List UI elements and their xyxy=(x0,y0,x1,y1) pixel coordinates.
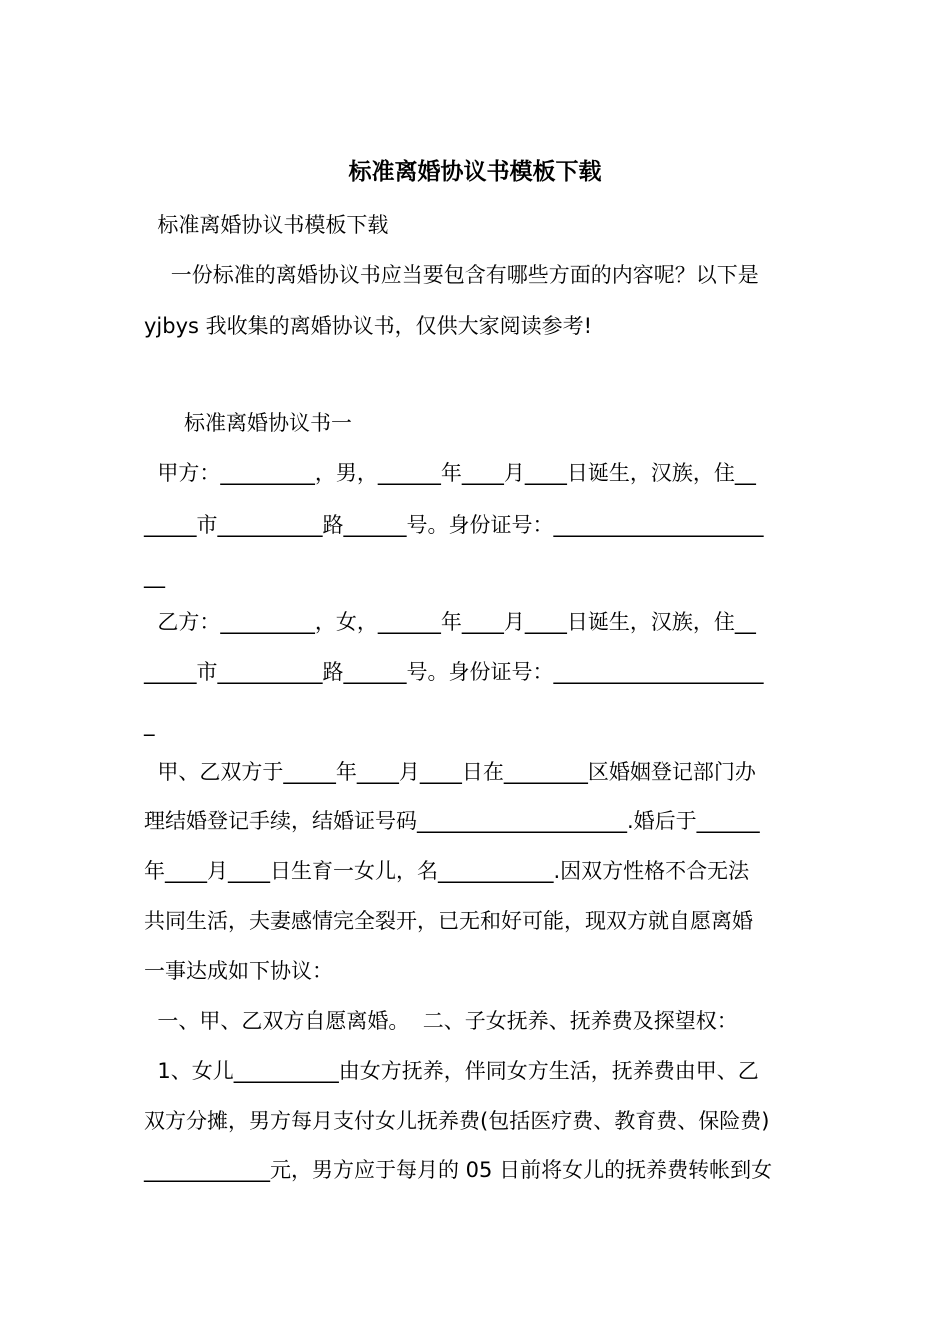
paragraph-line: 甲、乙双方于_____年____月____日在________区婚姻登记部门办 xyxy=(144,760,756,784)
paragraph-line: yjbys 我收集的离婚协议书，仅供大家阅读参考! xyxy=(144,314,593,338)
paragraph-line: 理结婚登记手续，结婚证号码____________________.婚后于______ xyxy=(144,809,760,833)
paragraph-line: 双方分摊，男方每月支付女儿抚养费(包括医疗费、教育费、保险费) xyxy=(144,1109,770,1133)
paragraph-line: _ xyxy=(144,712,155,736)
section-heading: 标准离婚协议书一 xyxy=(144,411,353,435)
paragraph-line: _____市__________路______号。身份证号：____________________ xyxy=(144,660,764,684)
paragraph-line: 乙方：_________，女，______年____月____日诞生，汉族，住__ xyxy=(144,610,756,634)
paragraph-line: 年____月____日生育一女儿，名___________.因双方性格不合无法 xyxy=(144,859,750,883)
paragraph-line: 标准离婚协议书模板下载 xyxy=(144,213,389,237)
paragraph-line: 共同生活，夫妻感情完全裂开，已无和好可能，现双方就自愿离婚 xyxy=(144,909,753,933)
paragraph-line: 一份标准的离婚协议书应当要包含有哪些方面的内容呢？以下是 xyxy=(144,263,759,287)
paragraph-line: _____市__________路______号。身份证号：____________________ xyxy=(144,513,764,537)
paragraph-line: 甲方：_________，男，______年____月____日诞生，汉族，住__ xyxy=(144,461,756,485)
document-title: 标准离婚协议书模板下载 xyxy=(348,159,602,185)
paragraph-line: 一、甲、乙双方自愿离婚。 二、子女抚养、抚养费及探望权： xyxy=(144,1009,738,1033)
paragraph-line: 1、女儿__________由女方抚养，伴同女方生活，抚养费由甲、乙 xyxy=(144,1059,759,1083)
paragraph-line: 一事达成如下协议： xyxy=(144,959,333,983)
paragraph-line: ____________元，男方应于每月的 05 日前将女儿的抚养费转帐到女 xyxy=(144,1158,773,1182)
paragraph-line: __ xyxy=(144,564,165,588)
